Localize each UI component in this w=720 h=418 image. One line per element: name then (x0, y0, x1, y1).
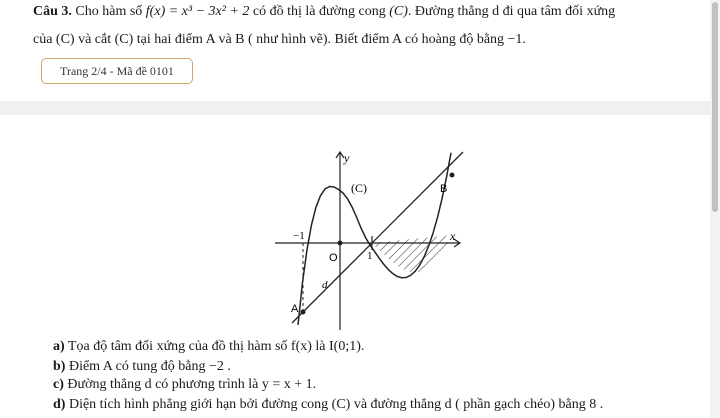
label-curve: (C) (351, 181, 367, 195)
label-one: 1 (367, 250, 373, 262)
graph-figure (270, 140, 480, 335)
question-text-curve: có đồ thị là đường cong (252, 4, 386, 19)
point-b (450, 173, 455, 178)
option-c-text: Đường thẳng d có phương trình là y = x + 1. (67, 377, 317, 392)
page-tag: Trang 2/4 - Mã đề 0101 (41, 58, 193, 84)
option-a (53, 338, 364, 356)
option-c (53, 376, 316, 394)
scrollbar-thumb[interactable] (712, 2, 718, 212)
function-expression: f(x) = x³ − 3x² + 2 (145, 4, 250, 19)
option-d-text: Diện tích hình phẳng giới hạn bởi đường cong (C) và đường thẳng d ( phần gạch chéo) bằng 8 . (68, 397, 604, 412)
option-b-letter: b) (53, 359, 66, 374)
label-b: B (440, 183, 448, 195)
label-d: d (322, 279, 328, 291)
option-a-letter: a) (53, 339, 65, 354)
label-x: x (450, 229, 456, 243)
label-y: y (344, 151, 350, 165)
question-text-line1-end: . Đường thẳng d đi qua tâm đối xứng (407, 4, 616, 19)
option-d-letter: d) (53, 397, 66, 412)
option-d (53, 396, 603, 414)
option-a-text: Tọa độ tâm đối xứng của đồ thị hàm số f(x) là I(0;1). (67, 339, 365, 354)
question-intro: Cho hàm số (75, 4, 143, 19)
page-separator (0, 101, 720, 115)
question-line-2: của (C) và cắt (C) tại hai điểm A và B ( như hình vẽ). Biết điểm A có hoàng độ bằng −1. (33, 32, 526, 47)
option-b-text: Điểm A có tung độ bằng −2 . (68, 359, 231, 374)
curve-name: (C) (389, 4, 408, 19)
label-a: A (291, 303, 299, 315)
label-origin: O (329, 252, 338, 264)
point-center (338, 241, 343, 246)
option-b (53, 358, 231, 376)
question-line-1 (33, 3, 615, 21)
option-c-letter: c) (53, 377, 64, 392)
scrollbar[interactable] (710, 0, 720, 418)
point-a (301, 310, 306, 315)
shaded-region (372, 235, 452, 272)
label-minus-one: −1 (293, 230, 305, 242)
question-number: Câu 3. (33, 4, 72, 19)
